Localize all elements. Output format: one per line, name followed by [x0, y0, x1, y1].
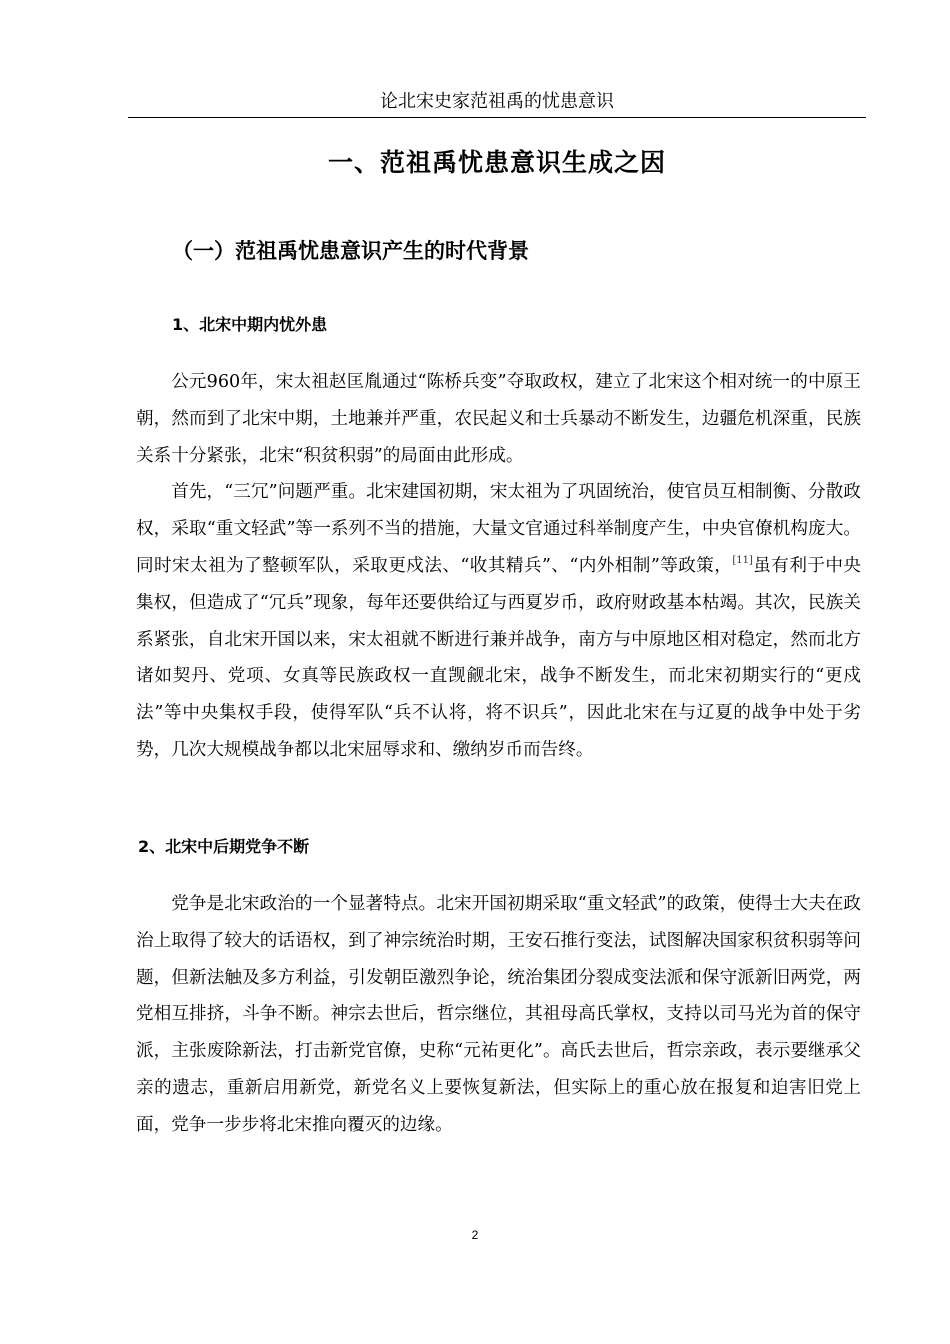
body-text-block-1 — [136, 364, 861, 769]
paragraph: 党争是北宋政治的一个显著特点。北宋开国初期采取“重文轻武”的政策，使得士大夫在政治上取得了较大的话语权，到了神宗统治时期，王安石推行变法，试图解决国家积贫积弱等问题，但新法触及多方利益，引发朝臣激烈争论，统治集团分裂成变法派和保守派新旧两党，两党相互排挤，斗争不断。神宗去世后，哲宗继位，其祖母高氏掌权，支持以司马光为首的保守派，主张废除新法，打击新党官僚，史称“元祐更化”。高氏去世后，哲宗亲政，表示要继承父亲的遗志，重新启用新党，新党名义上要恢复新法，但实际上的重心放在报复和迫害旧党上面，党争一步步将北宋推向覆灭的边缘。 — [136, 894, 861, 1135]
subsection-title-2: 2、北宋中后期党争不断 — [138, 837, 310, 856]
paragraph-text: 首先，“三冗”问题严重。北宋建国初期，宋太祖为了巩固统治，使官员互相制衡、分散政权，采取“重文轻武”等一系列不当的措施，大量文官通过科举制度产生，中央官僚机构庞大。同时宋太祖为了整顿军队，采取更戍法、“收其精兵”、“内外相制”等政策， — [136, 482, 861, 576]
paragraph — [136, 474, 861, 768]
header-rule — [128, 117, 866, 118]
chapter-title: 一、范祖禹忧患意识生成之因 — [327, 148, 666, 177]
paragraph: 公元960年，宋太祖赵匡胤通过“陈桥兵变”夺取政权，建立了北宋这个相对统一的中原王朝，然而到了北宋中期，土地兼并严重，农民起义和士兵暴动不断发生，边疆危机深重，民族关系十分紧张，北宋“积贫积弱”的局面由此形成。 — [136, 372, 861, 466]
body-text-block-2 — [136, 886, 861, 1144]
citation-reference[interactable]: [11] — [732, 554, 753, 566]
page-number: 2 — [471, 1228, 479, 1242]
section-title: （一）范祖禹忧患意识产生的时代背景 — [172, 239, 529, 263]
subsection-title-1: 1、北宋中期内忧外患 — [172, 315, 328, 334]
paragraph-text: 虽有利于中央集权，但造成了“冗兵”现象，每年还要供给辽与西夏岁币，政府财政基本枯竭。其次，民族关系紧张，自北宋开国以来，宋太祖就不断进行兼并战争，南方与中原地区相对稳定，然而北方诸如契丹、党项、女真等民族政权一直觊觎北宋，战争不断发生，而北宋初期实行的“更戍法”等中央集权手段，使得军队“兵不认将，将不识兵”，因此北宋在与辽夏的战争中处于劣势，几次大规模战争都以北宋屈辱求和、缴纳岁币而告终。 — [136, 555, 861, 760]
running-header: 论北宋史家范祖禹的忧患意识 — [380, 91, 614, 112]
